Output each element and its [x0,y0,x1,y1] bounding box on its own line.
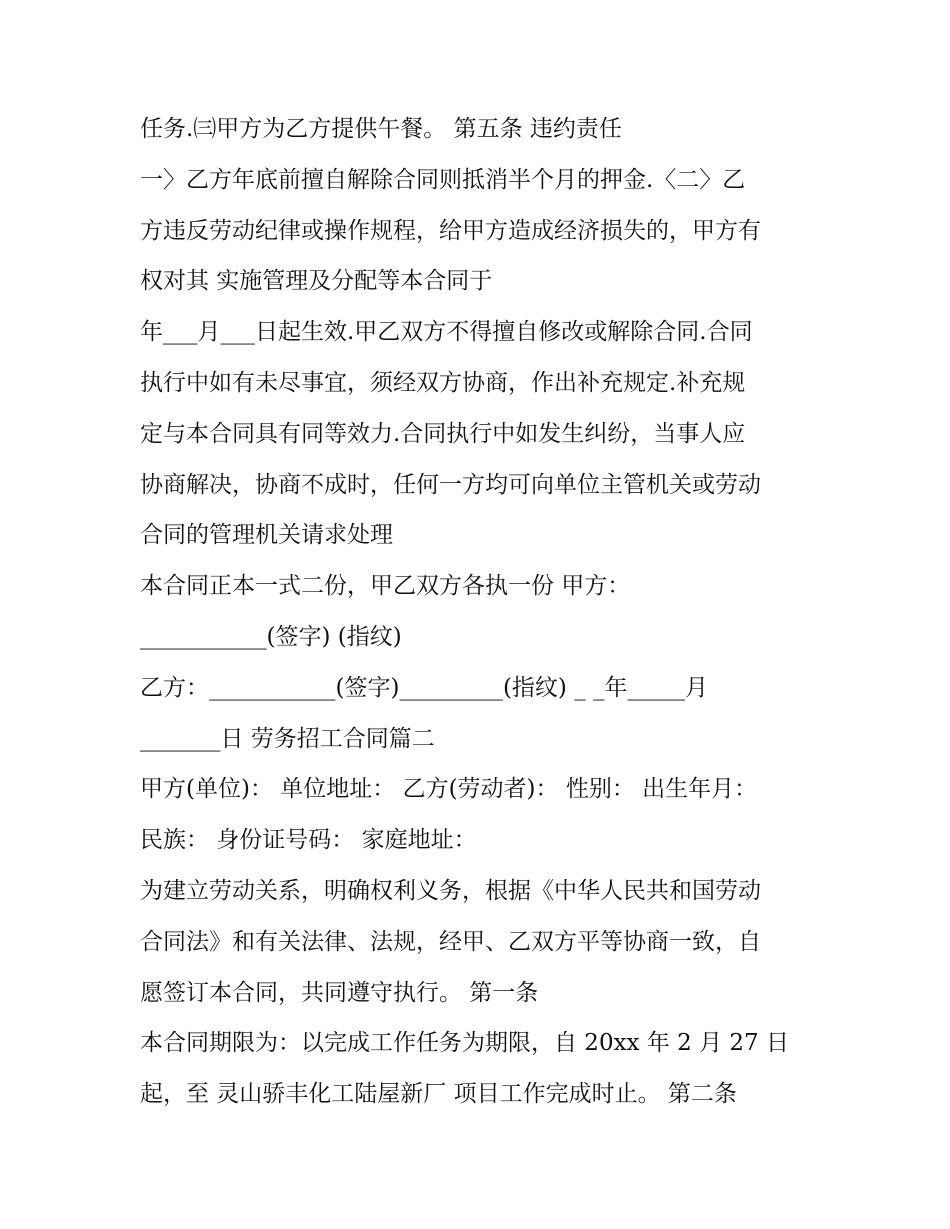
signature-line-party-a: ___________(签字) (指纹) [140,623,402,650]
date-and-section-title: _______日 劳务招工合同篇二 [140,725,435,752]
text-line-19: 本合同期限为：以完成工作任务为期限，自 20xx 年 2 月 27 日 [140,1030,789,1057]
text-line-16: 为建立劳动关系，明确权利义务，根据《中华人民共和国劳动 [140,877,761,904]
text-line-2: 一〉乙方年底前擅自解除合同则抵消半个月的押金.〈二〉乙 [140,166,746,193]
text-line-1: 任务.㈢甲方为乙方提供午餐。 第五条 违约责任 [140,116,622,142]
text-line-3: 方违反劳动纪律或操作规程，给甲方造成经济损失的，甲方有 [140,217,761,244]
party-info-fields-2: 民族： 身份证号码： 家庭地址： [140,827,477,854]
text-line-10: 本合同正本一式二份，甲乙双方各执一份 甲方： [140,573,631,600]
text-line-8: 协商解决，协商不成时，任何一方均可向单位主管机关或劳动 [140,471,761,498]
text-line-20: 起，至 灵山骄丰化工陆屋新厂 项目工作完成时止。 第二条 [140,1081,737,1108]
contract-text [140,104,820,1120]
text-line-6: 执行中如有未尽事宜，须经双方协商，作出补充规定.补充规 [140,369,746,396]
party-info-fields: 甲方(单位)： 单位地址： 乙方(劳动者)： 性别： 出生年月： [140,776,758,803]
text-line-9: 合同的管理机关请求处理 [140,522,393,549]
signature-line-party-b: 乙方：___________(签字)_________(指纹) _ _年_____月 [140,674,709,701]
text-line-5: 年___月___日起生效.甲乙双方不得擅自修改或解除合同.合同 [140,319,753,346]
text-line-7: 定与本合同具有同等效力.合同执行中如发生纠纷，当事人应 [140,420,746,447]
text-line-17: 合同法》和有关法律、法规，经甲、乙双方平等协商一致，自 [140,928,761,955]
text-line-4: 权对其 实施管理及分配等本合同于 [140,268,493,295]
text-line-18: 愿签订本合同，共同遵守执行。 第一条 [140,979,539,1006]
